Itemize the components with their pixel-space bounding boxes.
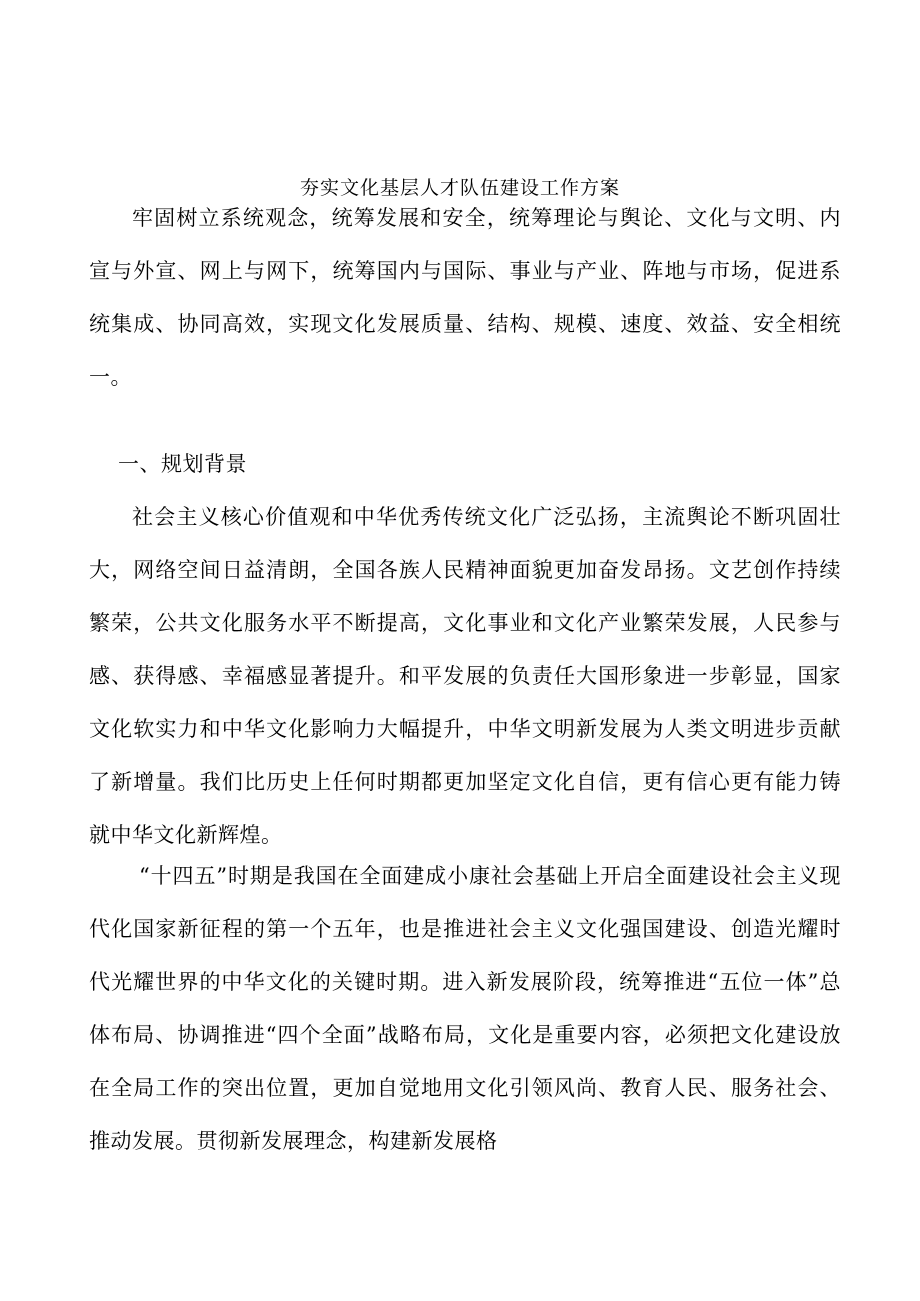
body-paragraph-2: “十四五”时期是我国在全面建成小康社会基础上开启全面建设社会主义现代化国家新征程的第一个五年，也是推进社会主义文化强国建设、创造光耀时代光耀世界的中华文化的关键时期。进入新发展阶段，统筹推进“五位一体”总体布局、协调推进“四个全面”战略布局，文化是重要内容，必须把文化建设放在全局工作的突出位置，更加自觉地用文化引领风尚、教育人民、服务社会、推动发展。贯彻新发展理念，构建新发展格 xyxy=(89,864,841,1153)
body-paragraph-1: 社会主义核心价值观和中华优秀传统文化广泛弘扬，主流舆论不断巩固壮大，网络空间日益清朗，全国各族人民精神面貌更加奋发昂扬。文艺创作持续繁荣，公共文化服务水平不断提高，文化事业和文化产业繁荣发展，人民参与感、获得感、幸福感显著提升。和平发展的负责任大国形象进一步彰显，国家文化软实力和中华文化影响力大幅提升，中华文明新发展为人类文明进步贡献了新增量。我们比历史上任何时期都更加坚定文化自信，更有信心更有能力铸就中华文化新辉煌。 xyxy=(89,505,841,847)
section-heading: 一、规划背景 xyxy=(118,452,247,476)
intro-paragraph: 牢固树立系统观念，统筹发展和安全，统筹理论与舆论、文化与文明、内宣与外宣、网上与网下，统筹国内与国际、事业与产业、阵地与市场，促进系统集成、协同高效，实现文化发展质量、结构、规模、速度、效益、安全相统一。 xyxy=(89,206,841,389)
document-title: 夯实文化基层人才队伍建设工作方案 xyxy=(299,177,620,199)
